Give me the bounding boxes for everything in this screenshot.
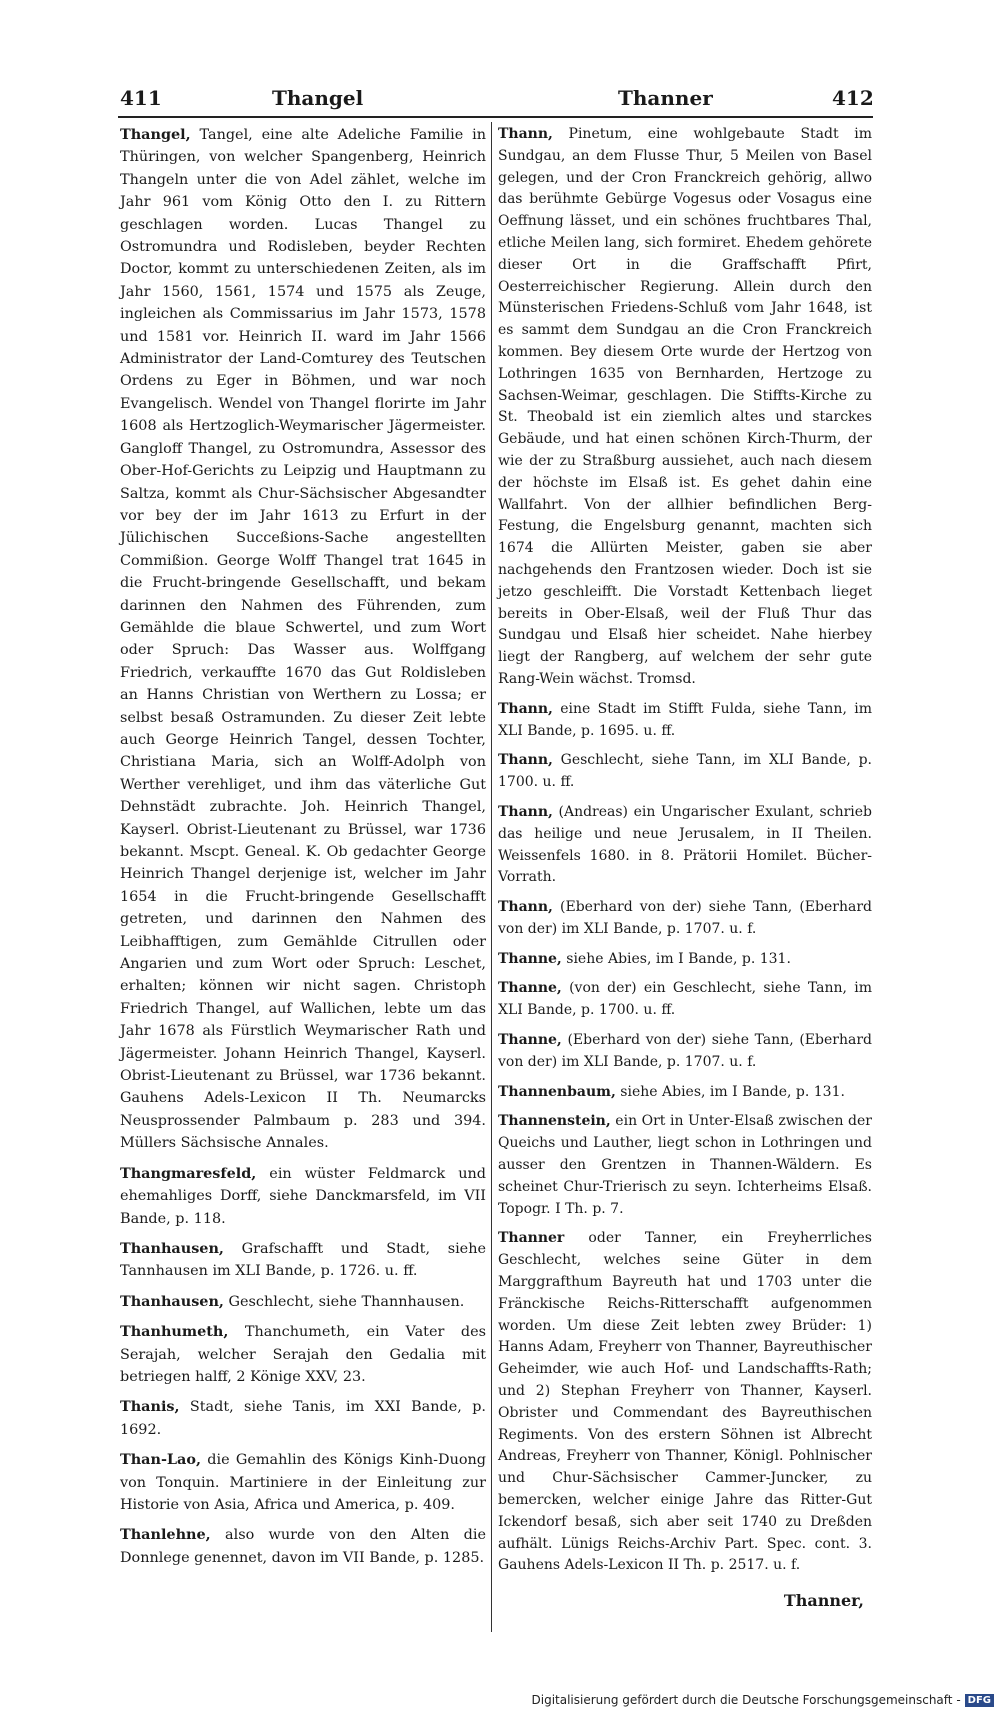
entry-text: Stadt, siehe Tanis, im XXI Bande, p. 1692.	[120, 1399, 486, 1438]
header-rule	[118, 116, 873, 118]
entry-lemma: Thangmaresfeld,	[120, 1164, 257, 1182]
entry-text: (Andreas) ein Ungarischer Exulant, schrieb das heilige und neue Jerusalem, in II Theilen. Weissenfels 1680. in 8. Prätorii Homilet. Bücher-Vorrath.	[498, 803, 872, 886]
right-column	[498, 124, 872, 1585]
entry-lemma: Thanne,	[498, 950, 562, 967]
dictionary-entry	[498, 1111, 872, 1220]
dictionary-entry	[120, 1396, 486, 1441]
dictionary-entry	[498, 750, 872, 794]
entry-text: also wurde von den Alten die Donnlege genennet, davon im VII Bande, p. 1285.	[120, 1527, 486, 1566]
entry-text: Geschlecht, siehe Thannhausen.	[223, 1293, 465, 1310]
page-number-left: 411	[120, 86, 162, 110]
dictionary-entry	[120, 1321, 486, 1388]
entry-lemma: Thann,	[498, 803, 553, 820]
entry-text: (Eberhard von der) siehe Tann, (Eberhard von der) im XLI Bande, p. 1707. u. f.	[498, 899, 872, 937]
entry-text: siehe Abies, im I Bande, p. 131.	[561, 950, 791, 967]
dictionary-entry	[498, 1228, 872, 1577]
entry-text: Tangel, eine alte Adeliche Familie in Thüringen, von welcher Spangenberg, Heinrich Thangeln unter die von Adel zählet, welche im Jahr 961 vom König Otto den I. zu Rittern geschlagen worden. Lucas Thangel zu Ostromundra und Rodisleben, beyder Rechten Doctor, kommt zu unterschiedenen Zeiten, als im Jahr 1560, 1561, 1574 und 1575 als Zeuge, ingleichen als Commissarius im Jahr 1573, 1578 und 1581 vor. Heinrich II. ward im Jahr 1566 Administrator der Land-Comturey des Teutschen Ordens zu Eger in Böhmen, und war noch Evangelisch. Wendel von Thangel florirte im Jahr 1608 als Hertzoglich-Weymarischer Jägermeister. Gangloff Thangel, zu Ostromundra, Assessor des Ober-Hof-Gerichts zu Leipzig und Hauptmann zu Saltza, kommt als Chur-Sächsischer Abgesandter vor bey der im Jahr 1613 zu Erfurt in der Jülichischen Succeßions-Sache angestellten Commißion. George Wolff Thangel trat 1645 in die Frucht-bringende Gesellschafft, und bekam darinnen den Nahmen des Führenden, zum Gemählde die blaue Schwertel, und zum Wort oder Spruch: Das Wasser aus. Wolffgang Friedrich, verkauffte 1670 das Gut Roldisleben an Hanns Christian von Werthern zu Lossa; er selbst besaß Ostramunden. Zu dieser Zeit lebte auch George Heinrich Tangel, dessen Tochter, Christiana Maria, sich an Wolff-Adolph von Werther verehliget, und ihm das väterliche Gut Dehnstädt zubrachte. Joh. Heinrich Thangel, Kayserl. Obrist-Lieutenant zu Brüssel, war 1736 bekannt. Mscpt. Geneal. K. Ob gedachter George Heinrich Thangel derjenige ist, welcher im Jahr 1654 in die Frucht-bringende Gesellschafft getreten, und darinnen den Nahmen des Leibhafftigen, zum Gemählde Citrullen oder Angarien und zum Wort oder Spruch: Leschet, erhalten; können wir nicht sagen. Christoph Friedrich Thangel, auf Wallichen, lebte um das Jahr 1678 als Fürstlich Weymarischer Rath und Jägermeister. Johann Heinrich Thangel, Kayserl. Obrist-Lieutenant zu Brüssel, war 1736 bekannt. Gauhens Adels-Lexicon II Th. Neumarcks Neusprossender Palmbaum p. 283 und 394. Müllers Sächsische Annales.	[120, 127, 486, 1152]
entry-text: (Eberhard von der) siehe Tann, (Eberhard von der) im XLI Bande, p. 1707. u. f.	[498, 1032, 872, 1070]
entry-lemma: Thanne,	[498, 1032, 562, 1049]
dictionary-entry	[498, 978, 872, 1022]
entry-text: ein Ort in Unter-Elsaß zwischen der Queichs und Lauther, liegt schon in Lothringen und ausser den Grentzen in Thannen-Wäldern. Es scheinet Chur-Trierisch zu seyn. Ichterheims Elsaß. Topogr. I Th. p. 7.	[498, 1113, 872, 1217]
dfg-logo: DFG	[965, 1694, 994, 1707]
entry-lemma: Thanne,	[498, 980, 562, 997]
dictionary-entry	[120, 1238, 486, 1283]
entry-text: Thanchumeth, ein Vater des Serajah, welcher Serajah den Gedalia mit betriegen halff, 2 Könige XXV, 23.	[120, 1324, 486, 1385]
entry-lemma: Thanhumeth,	[120, 1323, 229, 1341]
entry-text: Geschlecht, siehe Tann, im XLI Bande, p. 1700. u. ff.	[498, 752, 872, 791]
entry-lemma: Than-Lao,	[120, 1451, 201, 1469]
footer	[0, 1693, 994, 1707]
footer-text: Digitalisierung gefördert durch die Deutsche Forschungsgemeinschaft -	[531, 1693, 961, 1707]
entry-text: (von der) ein Geschlecht, siehe Tann, im XLI Bande, p. 1700. u. ff.	[498, 980, 872, 1019]
column-divider	[491, 122, 492, 1632]
entry-lemma: Thannenstein,	[498, 1113, 611, 1130]
entry-lemma: Thangel,	[120, 126, 191, 143]
entry-lemma: Thanis,	[120, 1398, 180, 1416]
entry-text: siehe Abies, im I Bande, p. 131.	[615, 1083, 845, 1100]
dictionary-entry	[120, 1291, 486, 1313]
entry-lemma: Thanlehne,	[120, 1526, 211, 1544]
left-column	[120, 124, 486, 1577]
entry-lemma: Thann,	[498, 700, 553, 717]
dictionary-entry	[498, 1082, 872, 1104]
dictionary-entry	[120, 1524, 486, 1569]
entry-lemma: Thann,	[498, 126, 553, 142]
running-head-right: Thanner	[618, 86, 713, 110]
dictionary-entry	[498, 949, 872, 971]
entry-text: die Gemahlin des Königs Kinh-Duong von Tonquin. Martiniere in der Einleitung zur Historie von Asia, Africa und America, p. 409.	[120, 1452, 486, 1513]
catchword: Thanner,	[783, 1591, 864, 1610]
dictionary-entry	[120, 1163, 486, 1230]
entry-text: oder Tanner, ein Freyherrliches Geschlecht, welches seine Güter in dem Marggrafthum Bayreuth hat und 1703 unter die Fränckische Reichs-Ritterschafft aufgenommen worden. Um diese Zeit lebten zwey Brüder: 1) Hanns Adam, Freyherr von Thanner, Bayreuthischer Geheimder, wie auch Hof- und Landschaffts-Rath; und 2) Stephan Freyherr von Thanner, Kayserl. Obrister und Commendant des Bayreuthischen Regiments. Von des erstern Söhnen ist Albrecht Andreas, Freyherr von Thanner, Königl. Pohlnischer und Chur-Sächsischer Cammer-Juncker, zu bemercken, welcher einige Jahre das Ritter-Gut Ickendorf besaß, sich aber seit 1740 zu Dreßden aufhält. Lünigs Reichs-Archiv Part. Spec. cont. 3. Gauhens Adels-Lexicon II Th. p. 2517. u. f.	[498, 1230, 872, 1574]
dictionary-entry	[498, 802, 872, 889]
dictionary-entry	[120, 124, 486, 1155]
page-number-right: 412	[832, 86, 874, 110]
dictionary-entry	[498, 1030, 872, 1074]
entry-lemma: Thann,	[498, 752, 553, 769]
entry-lemma: Thanhausen,	[120, 1292, 224, 1310]
dictionary-entry	[498, 124, 872, 691]
dictionary-entry	[498, 699, 872, 743]
dictionary-entry	[498, 897, 872, 941]
entry-lemma: Thanner	[498, 1230, 565, 1247]
entry-text: Grafschafft und Stadt, siehe Tannhausen im XLI Bande, p. 1726. u. ff.	[120, 1240, 486, 1280]
entry-lemma: Thann,	[498, 899, 553, 916]
entry-text: eine Stadt im Stifft Fulda, siehe Tann, im XLI Bande, p. 1695. u. ff.	[498, 700, 872, 739]
running-head-left: Thangel	[272, 86, 364, 110]
dictionary-entry	[120, 1449, 486, 1516]
entry-lemma: Thanhausen,	[120, 1239, 224, 1257]
entry-text: ein wüster Feldmarck und ehemahliges Dorff, siehe Danckmarsfeld, im VII Bande, p. 118.	[120, 1165, 486, 1227]
entry-lemma: Thannenbaum,	[498, 1083, 616, 1100]
entry-text: Pinetum, eine wohlgebaute Stadt im Sundgau, an dem Flusse Thur, 5 Meilen von Basel gelegen, und der Cron Franckreich gehörig, allwo das berühmte Gebürge Vogesus oder Vosagus eine Oeffnung lässet, und ein schönes fruchtbares Thal, etliche Meilen lang, sich formiret. Ehedem gehörete dieser Ort in die Graffschafft Pfirt, Oesterreichischer Regierung. Allein durch den Münsterischen Friedens-Schluß vom Jahr 1648, ist es sammt dem Sundgau an die Cron Franckreich kommen. Bey diesem Orte wurde der Hertzog von Lothringen 1635 von Bernharden, Hertzoge zu Sachsen-Weimar, geschlagen. Die Stiffts-Kirche zu St. Theobald ist ein ziemlich altes und starckes Gebäude, und hat einen schönen Kirch-Thurm, der wie der zu Straßburg aussiehet, auch nach diesem der höchste im Elsaß ist. Es gehet dahin eine Wallfahrt. Von der allhier befindlichen Berg-Festung, die Engelsburg genannt, machten sich 1674 die Allürten Meister, gaben sie aber nachgehends den Frantzosen wieder. Doch ist sie jetzo geschleifft. Die Vorstadt Kettenbach lieget bereits in Ober-Elsaß, weil der Fluß Thur das Sundgau und Elsaß hier scheidet. Nahe hierbey liegt der Rangberg, auf welchem der sehr gute Rang-Wein wächst. Tromsd.	[498, 126, 872, 687]
